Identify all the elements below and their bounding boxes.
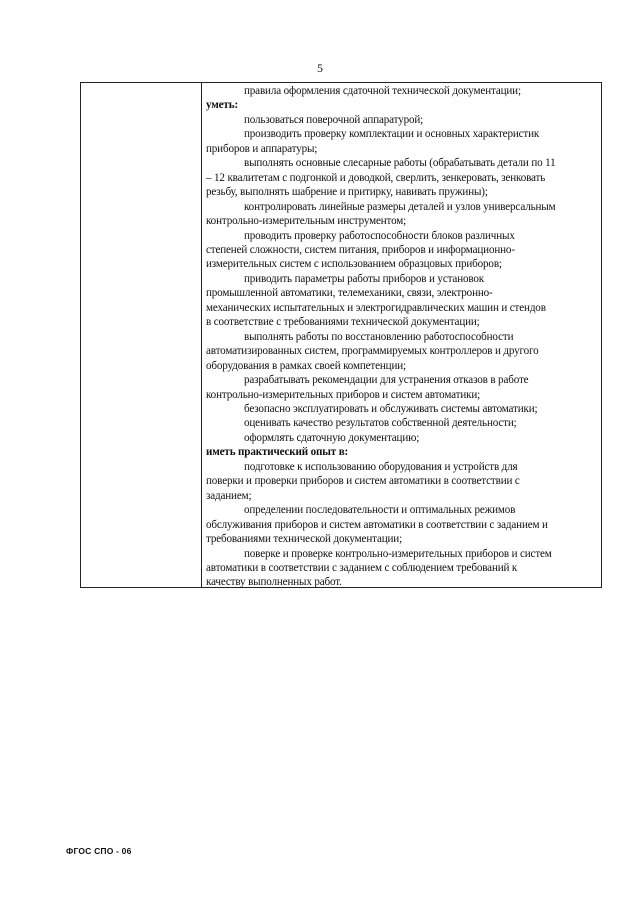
requirements-text bbox=[206, 84, 599, 590]
page-number: 5 bbox=[317, 61, 323, 75]
text-line: контрольно-измерительным инструментом; bbox=[206, 215, 407, 228]
text-line: правила оформления сдаточной технической документации; bbox=[244, 85, 521, 97]
text-line: выполнять работы по восстановлению работоспособности bbox=[244, 330, 514, 343]
column-divider bbox=[201, 83, 202, 587]
text-line: автоматизированных систем, программируемых контроллеров и другого bbox=[206, 345, 539, 358]
text-line: степеней сложности, систем питания, приборов и информационно- bbox=[206, 243, 515, 256]
text-line: обслуживания приборов и систем автоматики в соответствии с заданием и bbox=[206, 518, 548, 531]
text-line: приборов и аппаратуры; bbox=[206, 142, 318, 155]
text-line: приводить параметры работы приборов и установок bbox=[244, 272, 485, 285]
text-line: поверке и проверке контрольно-измерительных приборов и систем bbox=[244, 547, 552, 560]
text-line: подготовке к использованию оборудования и устройств для bbox=[244, 460, 518, 473]
text-line: поверки и проверки приборов и систем автоматики в соответствии с bbox=[206, 475, 520, 488]
text-line: проводить проверку работоспособности блоков различных bbox=[244, 229, 515, 242]
text-line: оценивать качество результатов собственной деятельности; bbox=[244, 417, 517, 430]
text-line: пользоваться поверочной аппаратурой; bbox=[244, 113, 424, 126]
text-line: заданием; bbox=[206, 489, 252, 502]
text-line: требованиями технической документации; bbox=[206, 533, 403, 546]
text-line: выполнять основные слесарные работы (обрабатывать детали по 11 bbox=[244, 157, 556, 170]
requirements-table bbox=[80, 82, 602, 588]
text-line: – 12 квалитетам с подгонкой и доводкой, сверлить, зенкеровать, зенковать bbox=[206, 171, 546, 184]
text-line: оформлять сдаточную документацию; bbox=[244, 431, 420, 444]
text-line: производить проверку комплектации и основных характеристик bbox=[244, 128, 540, 141]
text-line: автоматики в соответствии с заданием с соблюдением требований к bbox=[206, 561, 518, 574]
text-line: резьбу, выполнять шабрение и притирку, навивать пружины); bbox=[206, 186, 488, 199]
section-heading: уметь: bbox=[206, 99, 238, 112]
section-heading: иметь практический опыт в: bbox=[206, 446, 349, 459]
text-line: оборудования в рамках своей компетенции; bbox=[206, 359, 406, 372]
text-line: контрольно-измерительных приборов и систем автоматики; bbox=[206, 388, 481, 401]
text-line: в соответствие с требованиями технической документации; bbox=[206, 316, 480, 329]
text-line: определении последовательности и оптимальных режимов bbox=[244, 504, 516, 517]
document-footer: ФГОС СПО - 06 bbox=[66, 846, 132, 856]
text-line: качеству выполненных работ. bbox=[206, 576, 342, 589]
text-line: контролировать линейные размеры деталей и узлов универсальным bbox=[244, 200, 556, 213]
text-line: механических испытательных и электрогидравлических машин и стендов bbox=[206, 301, 546, 314]
text-line: измерительных систем с использованием образцовых приборов; bbox=[206, 258, 502, 271]
text-line: промышленной автоматики, телемеханики, связи, электронно- bbox=[206, 287, 493, 300]
text-line: разрабатывать рекомендации для устранения отказов в работе bbox=[244, 374, 529, 387]
text-line: безопасно эксплуатировать и обслуживать системы автоматики; bbox=[244, 402, 538, 415]
